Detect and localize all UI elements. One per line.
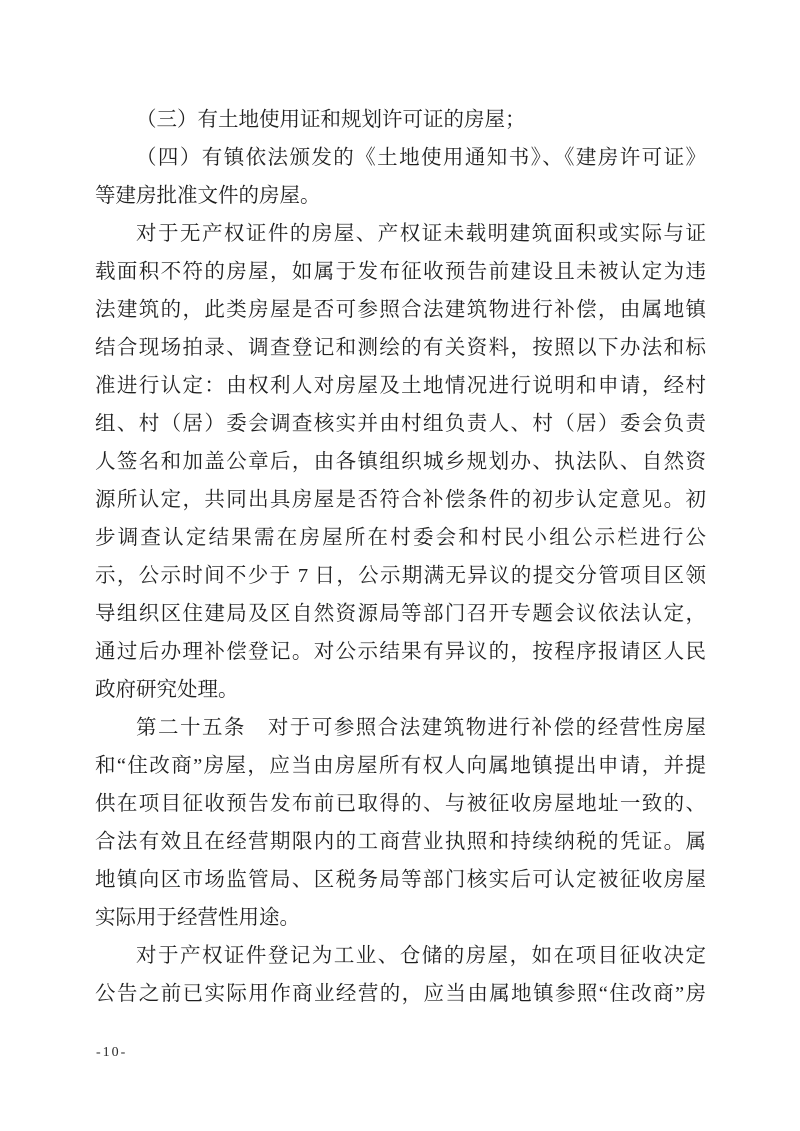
text-line: 公告之前已实际用作商业经营的，应当由属地镇参照“住改商”房: [95, 983, 706, 1005]
page-number: -10-: [96, 1045, 128, 1060]
text-line: 供在项目征收预告发布前已取得的、与被征收房屋地址一致的、: [95, 793, 706, 815]
text-line: 和“住改商”房屋，应当由房屋所有权人向属地镇提出申请，并提: [95, 755, 706, 777]
text-line: 地镇向区市场监管局、区税务局等部门核实后可认定被征收房屋: [95, 869, 706, 891]
text-line: 组、村（居）委会调查核实并由村组负责人、村（居）委会负责: [95, 413, 706, 435]
text-line: （四）有镇依法颁发的《土地使用通知书》、《建房许可证》: [136, 147, 706, 169]
text-line: 政府研究处理。: [95, 679, 239, 701]
text-line: 对于无产权证件的房屋、产权证未载明建筑面积或实际与证: [136, 223, 706, 245]
text-line: 步调查认定结果需在房屋所在村委会和村民小组公示栏进行公: [95, 527, 706, 549]
text-line: 载面积不符的房屋，如属于发布征收预告前建设且未被认定为违: [95, 261, 706, 283]
text-line: 实际用于经营性用途。: [95, 907, 300, 929]
text-line: 合法有效且在经营期限内的工商营业执照和持续纳税的凭证。属: [95, 831, 706, 853]
text-line: 人签名和加盖公章后，由各镇组织城乡规划办、执法队、自然资: [95, 451, 706, 473]
text-line: 准进行认定：由权利人对房屋及土地情况进行说明和申请，经村: [95, 375, 706, 397]
text-line: （三）有土地使用证和规划许可证的房屋；: [136, 109, 526, 131]
text-line: 结合现场拍录、调查登记和测绘的有关资料，按照以下办法和标: [95, 337, 706, 359]
text-line: 等建房批准文件的房屋。: [95, 185, 321, 207]
text-line: 第二十五条 对于可参照合法建筑物进行补偿的经营性房屋: [136, 717, 706, 739]
text-line: 示，公示时间不少于 7 日，公示期满无异议的提交分管项目区领: [95, 565, 706, 587]
text-line: 通过后办理补偿登记。对公示结果有异议的，按程序报请区人民: [95, 641, 706, 663]
text-line: 对于产权证件登记为工业、仓储的房屋，如在项目征收决定: [136, 945, 706, 967]
text-line: 源所认定，共同出具房屋是否符合补偿条件的初步认定意见。初: [95, 489, 706, 511]
document-text: [95, 101, 706, 1013]
text-line: 法建筑的，此类房屋是否可参照合法建筑物进行补偿，由属地镇: [95, 299, 706, 321]
text-line: 导组织区住建局及区自然资源局等部门召开专题会议依法认定，: [95, 603, 706, 625]
